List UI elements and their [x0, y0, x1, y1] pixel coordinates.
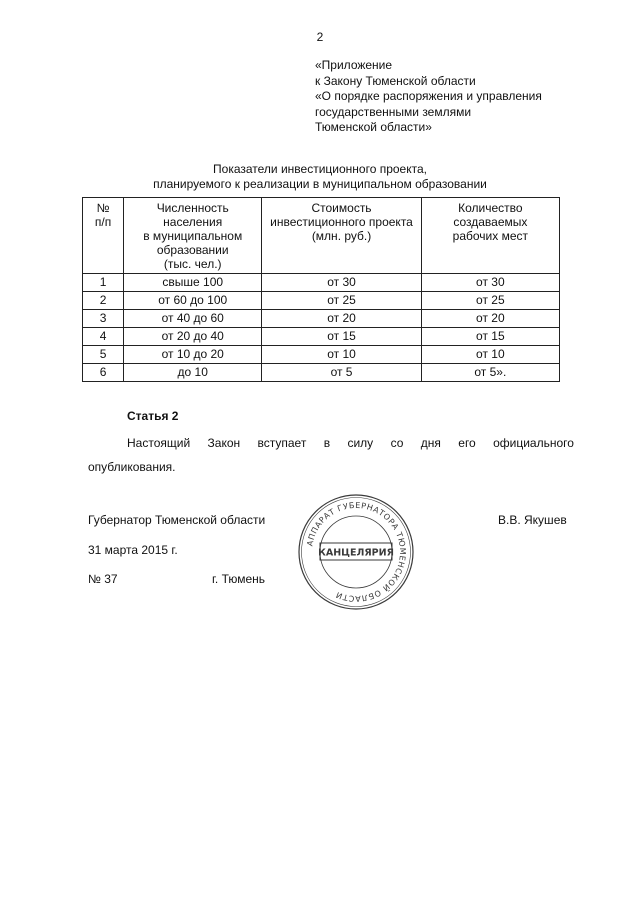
law-number: № 37: [88, 572, 118, 586]
governor-title: Губернатор Тюменской области: [88, 513, 266, 527]
table-title-line: Показатели инвестиционного проекта,: [213, 162, 427, 176]
article-text: [88, 431, 574, 479]
appendix-line: «О порядке распоряжения и управления: [315, 89, 542, 104]
header-jobs: Количество создаваемых рабочих мест: [421, 198, 559, 274]
official-stamp-icon: [296, 492, 416, 612]
signing-city: г. Тюмень: [212, 572, 266, 586]
article-line-1: Настоящий Закон вступает в силу со дня его официального: [127, 436, 574, 450]
governor-name: В.В. Якушев: [498, 513, 567, 527]
article-line-2: опубликования.: [88, 460, 176, 474]
header-population: Численность населения в муниципальном образовании (тыс. чел.): [124, 198, 262, 274]
stamp-center-text: КАНЦЕЛЯРИЯ: [318, 547, 394, 559]
stamp-outer-textpath: АППАРАТ ГУБЕРНАТОРА ТЮМЕНСКОЙ ОБЛАСТИ: [305, 500, 408, 604]
header-cost: Стоимость инвестиционного проекта (млн. руб.): [262, 198, 421, 274]
table-title: [0, 162, 640, 192]
appendix-line: государственными землями: [315, 104, 472, 119]
appendix-line: «Приложение: [315, 58, 393, 72]
table-row: 4 от 20 до 40 от 15 от 15: [83, 328, 560, 346]
page-number: 2: [316, 30, 324, 44]
article-title: Статья 2: [127, 409, 179, 423]
table-row: 5 от 10 до 20 от 10 от 10: [83, 346, 560, 364]
signing-date: 31 марта 2015 г.: [88, 543, 178, 557]
header-number: № п/п: [83, 198, 124, 274]
table-row: 6 до 10 от 5 от 5».: [83, 364, 560, 382]
appendix-line: Тюменской области»: [315, 120, 432, 135]
table-row: 1 свыше 100 от 30 от 30: [83, 274, 560, 292]
appendix-header: [315, 58, 542, 136]
table-title-line: планируемого к реализации в муниципальном образовании: [153, 177, 487, 191]
table-row: 3 от 40 до 60 от 20 от 20: [83, 310, 560, 328]
table-row: 2 от 60 до 100 от 25 от 25: [83, 292, 560, 310]
indicators-table: [82, 197, 560, 382]
table-header-row: [83, 198, 560, 274]
appendix-line: к Закону Тюменской области: [315, 73, 476, 88]
